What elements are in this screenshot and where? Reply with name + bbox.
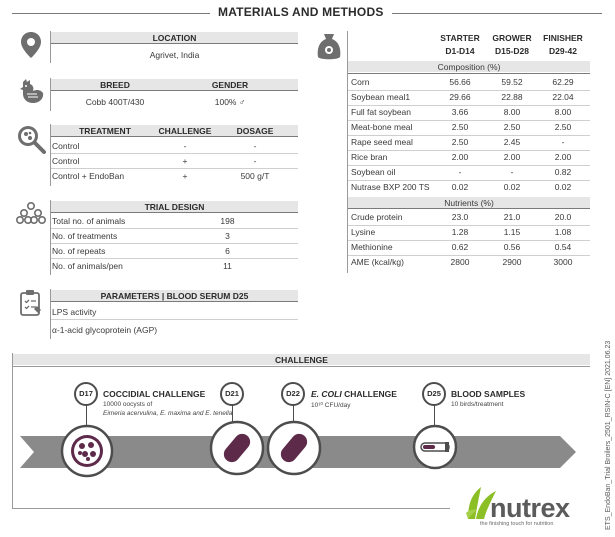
nutrients-row-1-value-1: 23.0 xyxy=(451,212,469,222)
composition-row-4-value-3: 2.50 xyxy=(554,122,572,132)
nutrients-row-rule xyxy=(348,240,590,241)
composition-row-5-value-1: 2.50 xyxy=(451,137,469,147)
composition-row-8-value-1: 0.02 xyxy=(451,182,469,192)
ecoli-title xyxy=(311,389,397,399)
nutrients-row-2-value-1: 1.28 xyxy=(451,227,469,237)
composition-row-4-value-1: 2.50 xyxy=(451,122,469,132)
nutrients-row-4-value-2: 2900 xyxy=(502,257,522,267)
composition-row-3-value-3: 8.00 xyxy=(554,107,572,117)
feed-bag-icon xyxy=(316,33,342,61)
composition-row-3-label: Full fat soybean xyxy=(351,107,412,117)
trial-row-rule xyxy=(51,258,298,259)
phase-grower-name: GROWER xyxy=(492,33,532,43)
nutrients-label: Nutrients (%) xyxy=(444,198,494,208)
phase-finisher-name: FINISHER xyxy=(543,33,583,43)
nutrients-rule xyxy=(348,208,590,209)
coccidial-species: Eimeria acervulina, E. maxima and E. tenella xyxy=(103,410,233,417)
composition-row-rule xyxy=(348,180,590,181)
composition-row-5-value-2: 2.45 xyxy=(503,137,521,147)
treatment-col-header: TREATMENT xyxy=(79,126,131,136)
day-badge-d17: D17 xyxy=(74,382,98,406)
ecoli-title-rest: CHALLENGE xyxy=(341,389,397,399)
nutrients-row-3-value-1: 0.62 xyxy=(451,242,469,252)
composition-row-2-value-3: 22.04 xyxy=(552,92,574,102)
nutrients-row-4-value-1: 2800 xyxy=(450,257,470,267)
composition-row-7-value-1: - xyxy=(458,167,462,177)
composition-row-6-value-1: 2.00 xyxy=(451,152,469,162)
nutrients-row-2-value-2: 1.15 xyxy=(503,227,521,237)
composition-row-rule xyxy=(348,150,590,151)
day-badge-d22: D22 xyxy=(281,382,305,406)
treatment-row-rule xyxy=(51,153,298,154)
composition-row-8-label: Nutrase BXP 200 TS xyxy=(351,182,430,192)
chicken-icon xyxy=(17,78,45,106)
coccidial-sub2 xyxy=(103,410,232,417)
breed-header: BREED xyxy=(100,80,130,90)
composition-row-3-value-2: 8.00 xyxy=(503,107,521,117)
composition-row-5-value-3: - xyxy=(561,137,565,147)
composition-row-5-label: Rape seed meal xyxy=(351,137,413,147)
nutrients-row-rule xyxy=(348,225,590,226)
ecoli-title-italic: E. COLI xyxy=(311,389,342,399)
day-badge-d21: D21 xyxy=(220,382,244,406)
composition-row-2-value-2: 22.88 xyxy=(501,92,523,102)
composition-row-2-value-1: 29.66 xyxy=(449,92,471,102)
document-code-text: ETS_EndoBan_Trial Broilers_2501_RSIN-C [EN] 2021.06.23 xyxy=(605,340,612,530)
composition-row-1-value-1: 56.66 xyxy=(449,77,471,87)
treatment-row-3-dosage: 500 g/T xyxy=(240,171,270,181)
trial-row-rule xyxy=(51,243,298,244)
phase-finisher-days: D29-42 xyxy=(549,46,577,56)
composition-row-rule xyxy=(348,135,590,136)
composition-row-6-label: Rice bran xyxy=(351,152,388,162)
page-title: MATERIALS AND METHODS xyxy=(218,5,384,19)
ecoli-sub: 10¹⁰ CFU/day xyxy=(311,402,351,409)
challenge-frame-left xyxy=(12,353,13,508)
challenge-header: CHALLENGE xyxy=(275,355,328,365)
trial-row-rule xyxy=(51,228,298,229)
composition-row-1-value-3: 62.29 xyxy=(552,77,574,87)
hierarchy-icon xyxy=(16,202,46,224)
trial-row-2-label: No. of treatments xyxy=(52,231,118,241)
trial-row-2-value: 3 xyxy=(225,231,230,241)
treatment-row-1-name: Control xyxy=(52,141,80,151)
nutrients-row-4-label: AME (kcal/kg) xyxy=(351,257,404,267)
composition-row-7-value-2: - xyxy=(510,167,514,177)
treatment-row-1-dosage: - xyxy=(253,141,257,151)
composition-row-rule xyxy=(348,105,590,106)
breed-rule xyxy=(51,90,298,91)
title-rule-right xyxy=(392,13,602,14)
blood-samples-sub: 10 birds/treatment xyxy=(451,401,504,408)
bacteria-icon xyxy=(209,420,265,476)
param-item-2: α-1-acid glycoprotein (AGP) xyxy=(52,325,158,335)
treatment-row-2-name: Control xyxy=(52,156,80,166)
composition-row-3-value-1: 3.66 xyxy=(451,107,469,117)
composition-row-rule xyxy=(348,120,590,121)
blood-tube-icon xyxy=(412,424,458,470)
phase-grower-days: D15-D28 xyxy=(494,46,530,56)
dosage-col-header: DOSAGE xyxy=(236,126,274,136)
composition-row-2-label: Soybean meal1 xyxy=(351,92,411,102)
nutrients-row-1-value-3: 20.0 xyxy=(554,212,572,222)
composition-row-8-value-2: 0.02 xyxy=(503,182,521,192)
oocyst-icon xyxy=(60,424,114,478)
composition-row-1-value-2: 59.52 xyxy=(501,77,523,87)
composition-label: Composition (%) xyxy=(437,62,501,72)
nutrex-tagline: the finishing touch for nutrition xyxy=(480,521,554,527)
phase-starter-days: D1-D14 xyxy=(445,46,475,56)
treatment-row-3-challenge: + xyxy=(182,171,188,181)
composition-row-rule xyxy=(348,165,590,166)
coccidial-sub1: 10000 oocysts of xyxy=(103,401,153,408)
trial-row-3-label: No. of repeats xyxy=(52,246,106,256)
gender-header: GENDER xyxy=(211,80,249,90)
trial-row-4-value: 11 xyxy=(223,261,232,271)
treatment-row-1-challenge: - xyxy=(183,141,187,151)
composition-row-4-label: Meat-bone meal xyxy=(351,122,413,132)
trial-row-1-label: Total no. of animals xyxy=(52,216,126,226)
location-value: Agrivet, India xyxy=(149,50,200,60)
composition-row-7-value-3: 0.82 xyxy=(554,167,572,177)
nutrients-row-4-value-3: 3000 xyxy=(553,257,573,267)
params-header: PARAMETERS | BLOOD SERUM D25 xyxy=(100,291,249,301)
map-pin-icon xyxy=(20,31,42,59)
location-rule xyxy=(51,43,298,44)
document-code xyxy=(596,150,612,530)
composition-row-1-label: Corn xyxy=(351,77,370,87)
nutrients-row-1-value-2: 21.0 xyxy=(503,212,521,222)
gender-value: 100% ♂ xyxy=(214,97,246,107)
clipboard-icon xyxy=(19,289,43,317)
challenge-col-header: CHALLENGE xyxy=(158,126,212,136)
title-rule-left xyxy=(12,13,210,14)
nutrients-row-3-value-3: 0.54 xyxy=(554,242,572,252)
challenge-frame-bottom xyxy=(12,508,450,509)
nutrients-row-1-label: Crude protein xyxy=(351,212,403,222)
breed-value: Cobb 400T/430 xyxy=(85,97,145,107)
composition-row-4-value-2: 2.50 xyxy=(503,122,521,132)
location-header: LOCATION xyxy=(152,33,197,43)
composition-row-8-value-3: 0.02 xyxy=(554,182,572,192)
composition-row-6-value-3: 2.00 xyxy=(554,152,572,162)
treatment-row-2-dosage: - xyxy=(253,156,257,166)
params-rule xyxy=(51,301,298,302)
trial-rule xyxy=(51,212,298,213)
blood-samples-title: BLOOD SAMPLES xyxy=(451,389,526,399)
bacteria-icon xyxy=(266,420,322,476)
coccidial-title: COCCIDIAL CHALLENGE xyxy=(103,389,206,399)
trial-row-1-value: 198 xyxy=(220,216,235,226)
challenge-rule xyxy=(13,366,590,367)
trial-header: TRIAL DESIGN xyxy=(144,202,205,212)
nutrients-row-2-label: Lysine xyxy=(351,227,376,237)
treatment-row-2-challenge: + xyxy=(182,156,188,166)
nutrex-wordmark: nutrex xyxy=(490,493,570,523)
nutrients-row-3-value-2: 0.56 xyxy=(503,242,521,252)
trial-row-4-label: No. of animals/pen xyxy=(52,261,123,271)
nutrients-row-3-label: Methionine xyxy=(351,242,393,252)
composition-row-7-label: Soybean oil xyxy=(351,167,396,177)
composition-row-rule xyxy=(348,90,590,91)
treatment-row-rule xyxy=(51,168,298,169)
nutrients-row-2-value-3: 1.08 xyxy=(554,227,572,237)
composition-row-6-value-2: 2.00 xyxy=(503,152,521,162)
day-badge-d25: D25 xyxy=(422,382,446,406)
treatment-rule xyxy=(51,136,298,137)
treatment-row-3-name: Control + EndoBan xyxy=(52,171,125,181)
magnifier-cells-icon xyxy=(16,124,46,154)
composition-rule xyxy=(348,73,590,74)
trial-row-3-value: 6 xyxy=(225,246,230,256)
nutrients-row-rule xyxy=(348,255,590,256)
phase-starter-name: STARTER xyxy=(440,33,480,43)
params-row-rule xyxy=(51,319,298,320)
param-item-1: LPS activity xyxy=(52,307,97,317)
